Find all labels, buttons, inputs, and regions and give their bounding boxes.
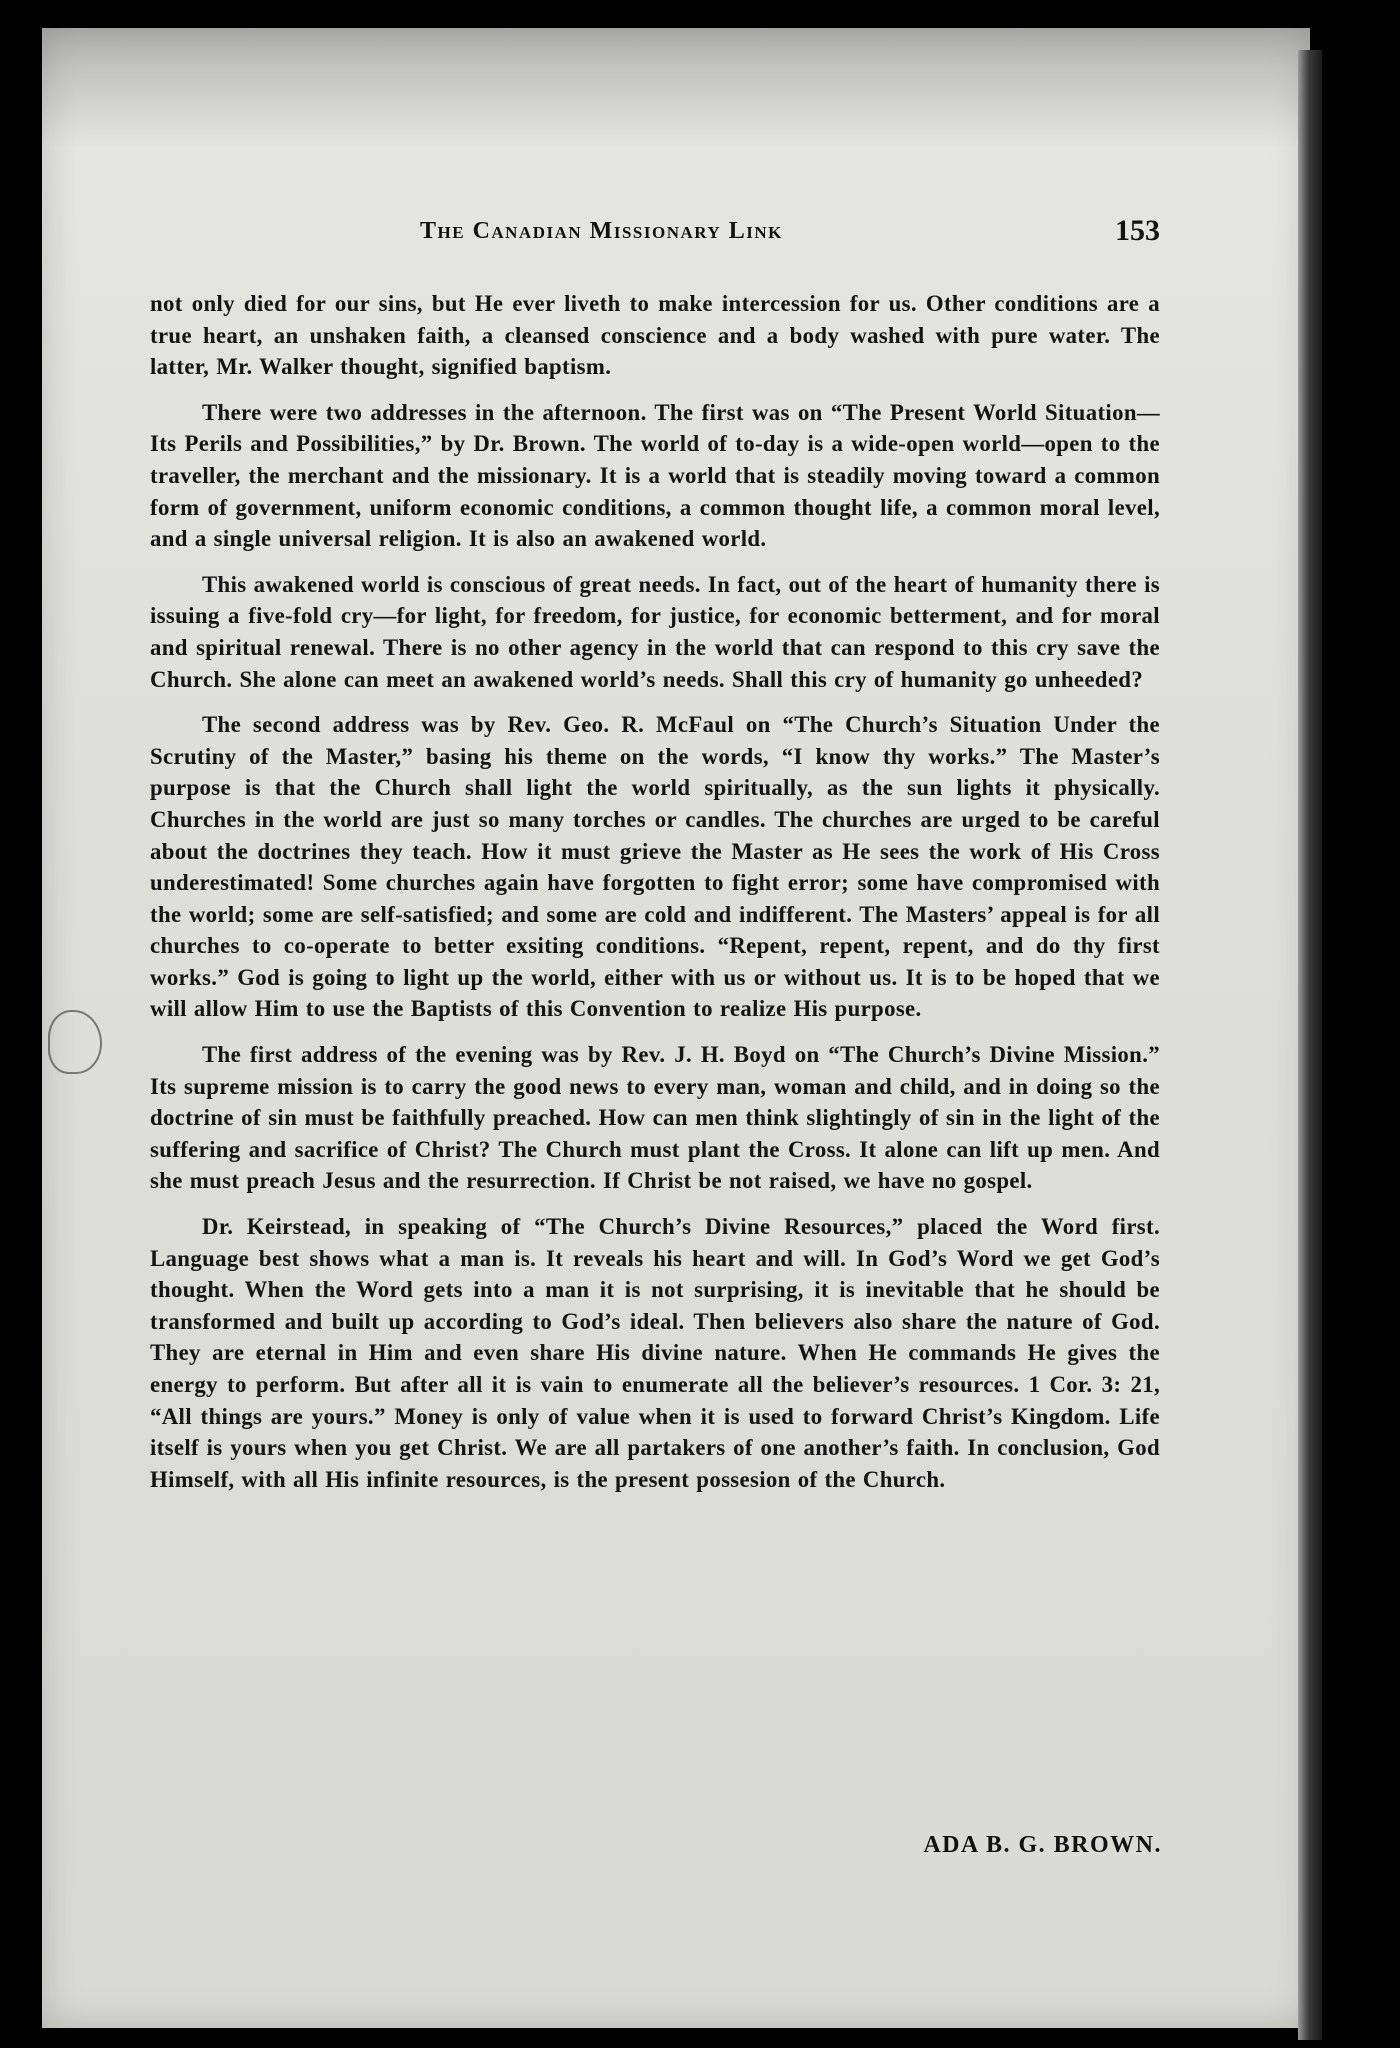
running-title: The Canadian Missionary Link xyxy=(420,218,783,244)
paragraph: The first address of the evening was by Rev. J. H. Boyd on “The Church’s Divine Mission.” Its supreme mission is to carry the good news to every man, woman and child, and in doing so the doctrine of sin must be faithfully preached. How can men think slightingly of sin in the light of the suffering and sacrifice of Christ? The Church must plant the Cross. It alone can lift up men. And she must preach Jesus and the resurrection. If Christ be not raised, we have no gospel. xyxy=(150,1042,1160,1194)
page-number: 153 xyxy=(1115,214,1160,247)
paragraph: This awakened world is conscious of great needs. In fact, out of the heart of humanity there is issuing a five-fold cry—for light, for freedom, for justice, for economic betterment, and for moral and spiritual renewal. There is no other agency in the world that can respond to this cry save the Church. She alone can meet an awakened world’s needs. Shall this cry of humanity go unheeded? xyxy=(150,571,1160,692)
paragraph: There were two addresses in the afternoon. The first was on “The Present World Situation—Its Perils and Possibilities,” by Dr. Brown. The world of to-day is a wide-open world—open to the traveller, the merchant and the missionary. It is a world that is steadily moving toward a common form of government, uniform economic conditions, a common thought life, a common moral level, and a single universal religion. It is also an awakened world. xyxy=(150,399,1160,552)
paragraph: not only died for our sins, but He ever liveth to make intercession for us. Other conditions are a true heart, an unshaken faith, a cleansed conscience and a body washed with pure water. The latter, Mr. Walker thought, signified baptism. xyxy=(150,291,1160,380)
page-shading xyxy=(42,28,1310,148)
paragraph: Dr. Keirstead, in speaking of “The Church’s Divine Resources,” placed the Word first. Language best shows what a man is. It reveals his heart and will. In God’s Word we get God’s thought. When the Word gets into a man it is not surprising, it is inevitable that he should be transformed and built up according to God’s ideal. Then believers also share the nature of God. They are eternal in Him and even share His divine nature. When He commands He gives the energy to perform. But after all it is vain to enumerate all the believer’s resources. 1 Cor. 3: 21, “All things are yours.” Money is only of value when it is used to forward Christ’s Kingdom. Life itself is yours when you get Christ. We are all partakers of one another’s faith. In conclusion, God Himself, with all His infinite resources, is the present possesion of the Church. xyxy=(150,1214,1160,1492)
running-header xyxy=(150,214,1160,258)
article-body xyxy=(150,288,1160,1509)
paragraph: The second address was by Rev. Geo. R. McFaul on “The Church’s Situation Under the Scrutiny of the Master,” basing his theme on the words, “I know thy works.” The Master’s purpose is that the Church shall light the world spiritually, as the sun lights it physically. Churches in the world are just so many torches or candles. The churches are urged to be careful about the doctrines they teach. How it must grieve the Master as He sees the work of His Cross underestimated! Some churches again have forgotten to fight error; some have compromised with the world; some are self-satisfied; and some are cold and indifferent. The Masters’ appeal is for all churches to co-operate to better exsiting conditions. “Repent, repent, repent, and do thy first works.” God is going to light up the world, either with us or without us. It is to be hoped that we will allow Him to use the Baptists of this Convention to realize His purpose. xyxy=(150,712,1160,1022)
page-binding-edge xyxy=(1298,50,1322,2040)
margin-mark xyxy=(48,1010,102,1074)
author-signature: ADA B. G. BROWN. xyxy=(923,1832,1162,1858)
